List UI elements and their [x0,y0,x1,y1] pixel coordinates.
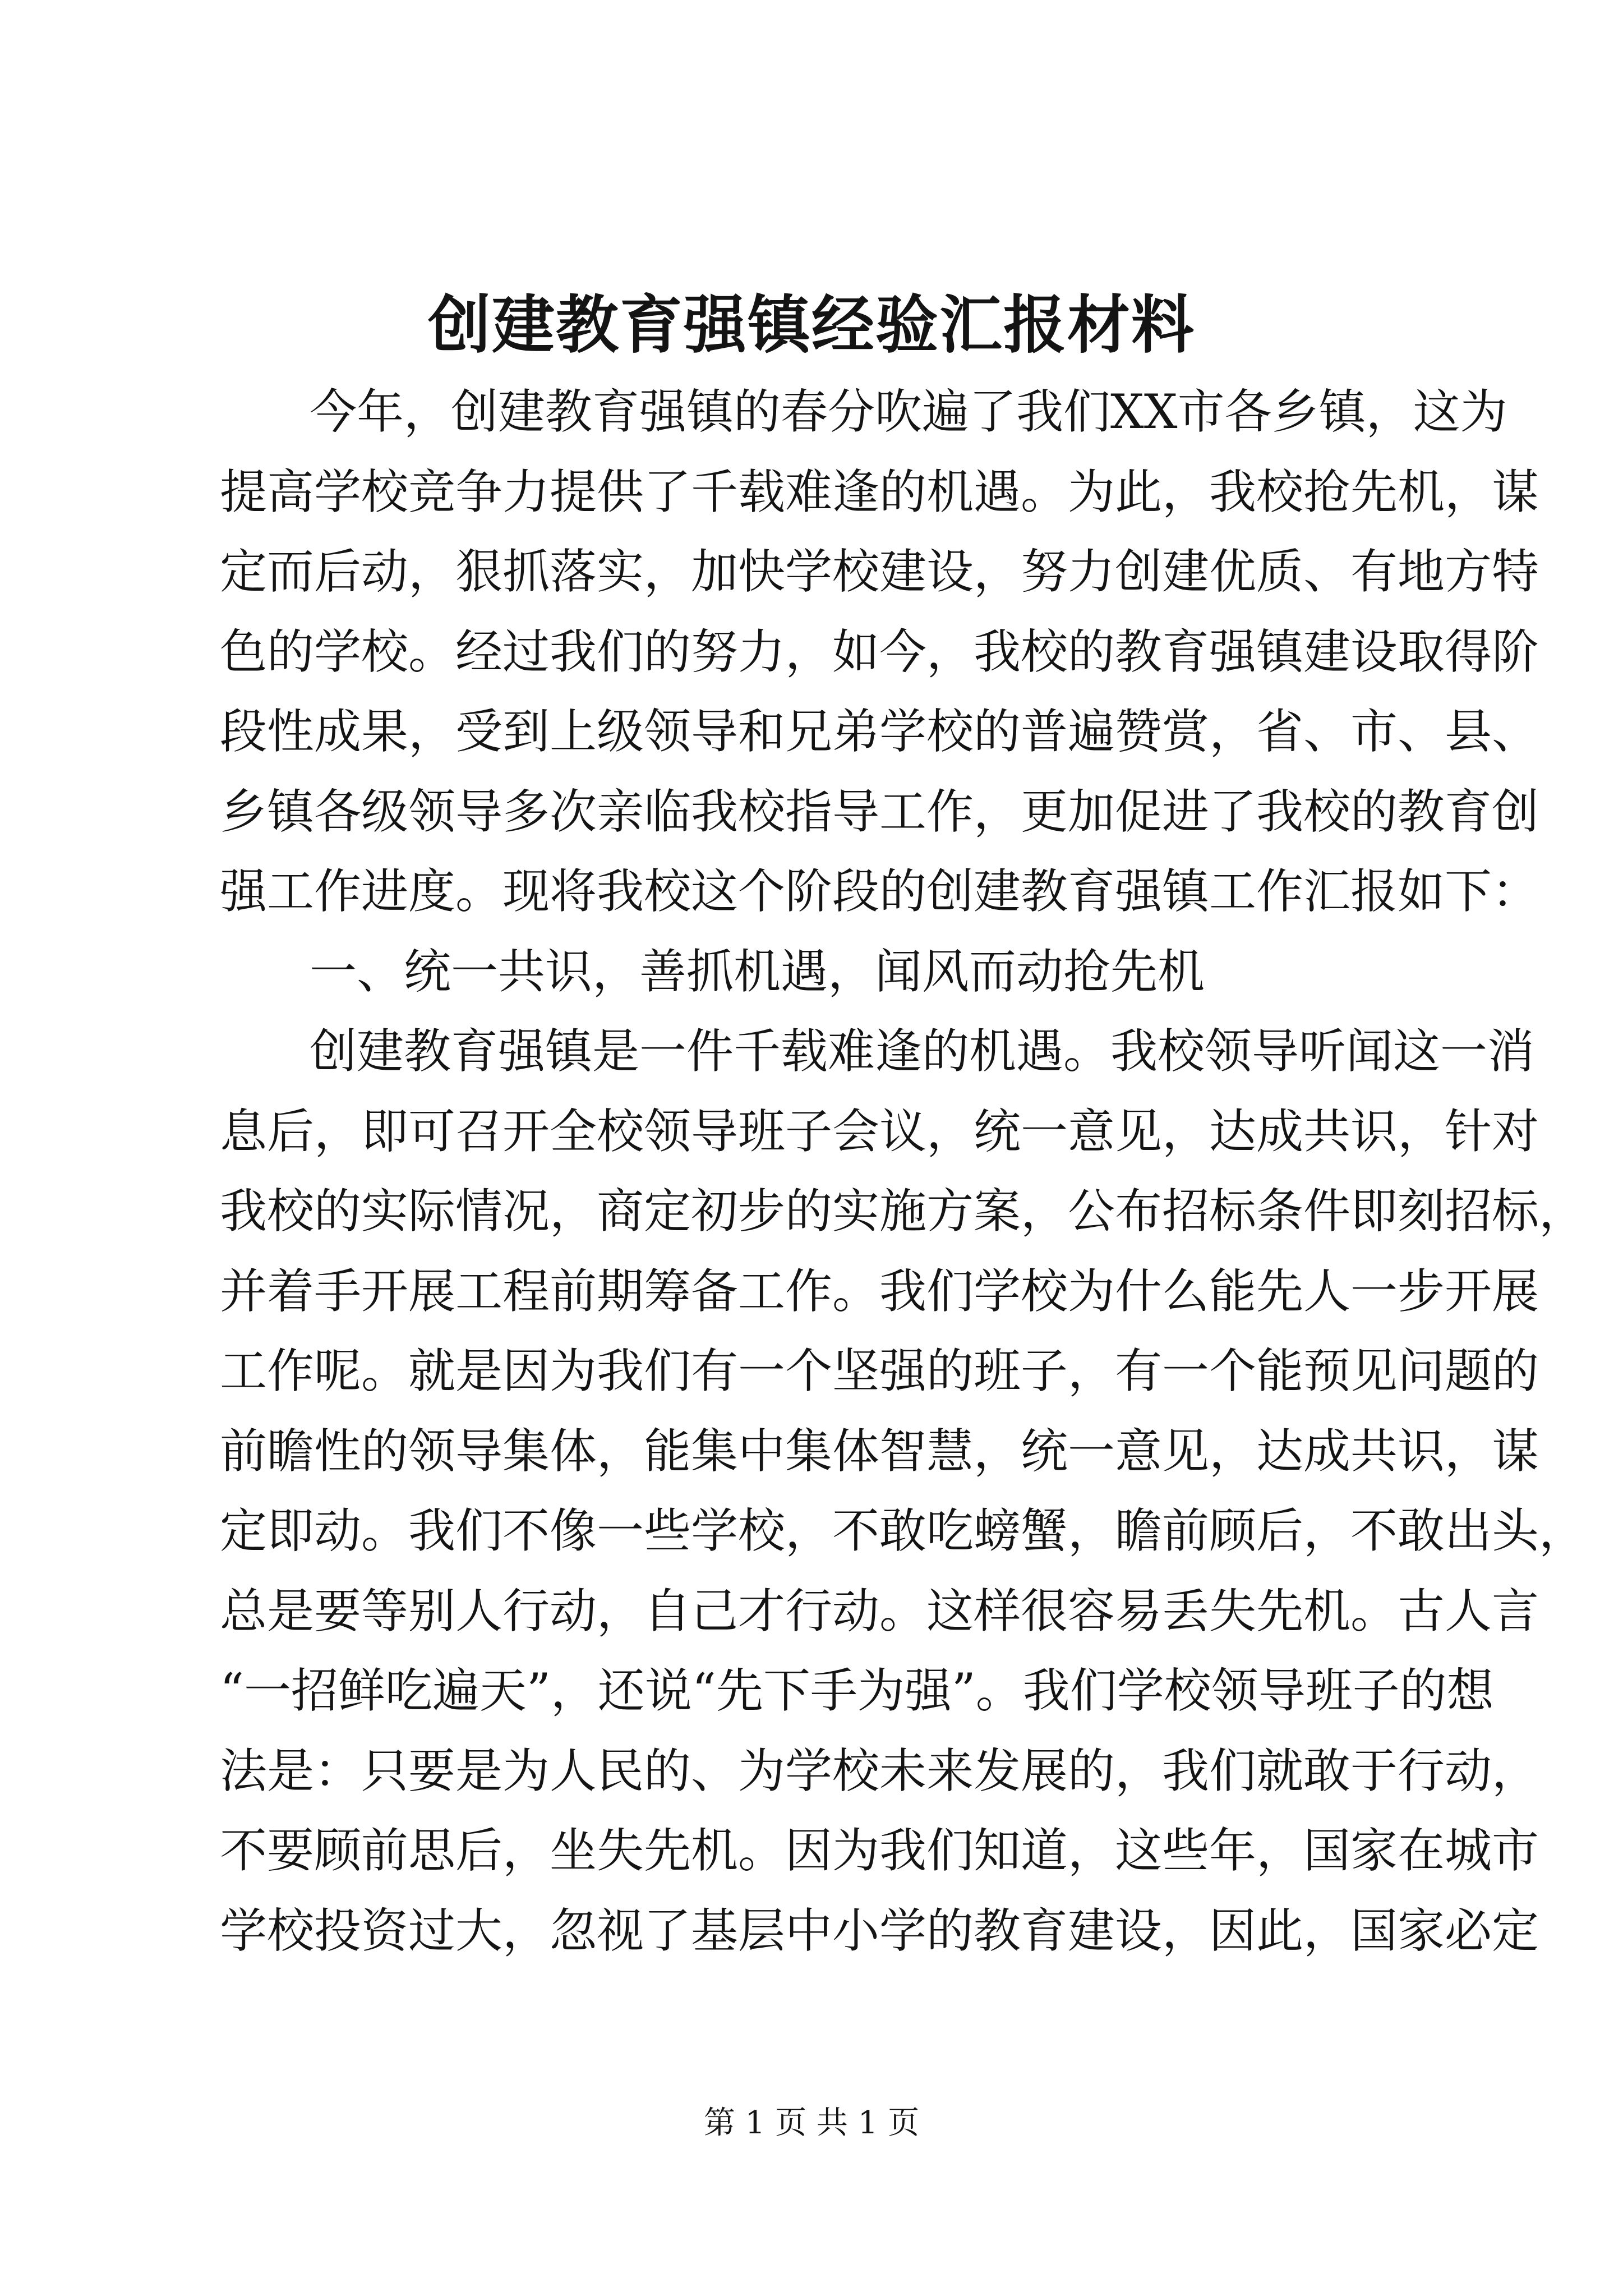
paragraph-2-line-2: 息后，即可召开全校领导班子会议，统一意见，达成共识，针对 [220,1103,1539,1159]
paragraph-2-line-7: 定即动。我们不像一些学校，不敢吃螃蟹，瞻前顾后，不敢出头， [220,1503,1587,1558]
page-footer: 第 1 页 共 1 页 [703,2105,920,2141]
paragraph-1-line-7: 强工作进度。现将我校这个阶段的创建教育强镇工作汇报如下： [220,864,1539,919]
paragraph-2-line-8: 总是要等别人行动，自己才行动。这样很容易丢失先机。古人言 [220,1583,1539,1639]
section-heading-1: 一、统一共识，善抓机遇，闻风而动抢先机 [310,944,1205,999]
paragraph-1-line-6: 乡镇各级领导多次亲临我校指导工作，更加促进了我校的教育创 [220,784,1539,839]
paragraph-2-line-6: 前瞻性的领导集体，能集中集体智慧，统一意见，达成共识，谋 [220,1423,1539,1479]
document-body [220,372,1587,1971]
paragraph-2-line-9: “一招鲜吃遍天”，还说“先下手为强”。我们学校领导班子的想 [220,1663,1494,1718]
paragraph-2-line-5: 工作呢。就是因为我们有一个坚强的班子，有一个能预见问题的 [220,1343,1539,1398]
paragraph-2-line-12: 学校投资过大，忽视了基层中小学的教育建设，因此，国家必定 [220,1903,1539,1958]
paragraph-2-line-1: 创建教育强镇是一件千载难逢的机遇。我校领导听闻这一消 [310,1024,1535,1079]
paragraph-2-line-3: 我校的实际情况，商定初步的实施方案，公布招标条件即刻招标， [220,1184,1587,1239]
document-title: 创建教育强镇经验汇报材料 [428,288,1195,362]
paragraph-1-line-4: 色的学校。经过我们的努力，如今，我校的教育强镇建设取得阶 [220,624,1539,679]
paragraph-1-line-3: 定而后动，狠抓落实，加快学校建设，努力创建优质、有地方特 [220,544,1539,599]
paragraph-2-line-10: 法是：只要是为人民的、为学校未来发展的，我们就敢于行动， [220,1743,1539,1798]
paragraph-1-line-5: 段性成果，受到上级领导和兄弟学校的普遍赞赏，省、市、县、 [220,704,1539,759]
paragraph-1-line-2: 提高学校竞争力提供了千载难逢的机遇。为此，我校抢先机，谋 [220,464,1539,519]
paragraph-2-line-4: 并着手开展工程前期筹备工作。我们学校为什么能先人一步开展 [220,1263,1539,1319]
paragraph-2-line-11: 不要顾前思后，坐失先机。因为我们知道，这些年，国家在城市 [220,1823,1539,1878]
paragraph-1-line-1: 今年，创建教育强镇的春分吹遍了我们XX市各乡镇，这为 [310,384,1507,439]
